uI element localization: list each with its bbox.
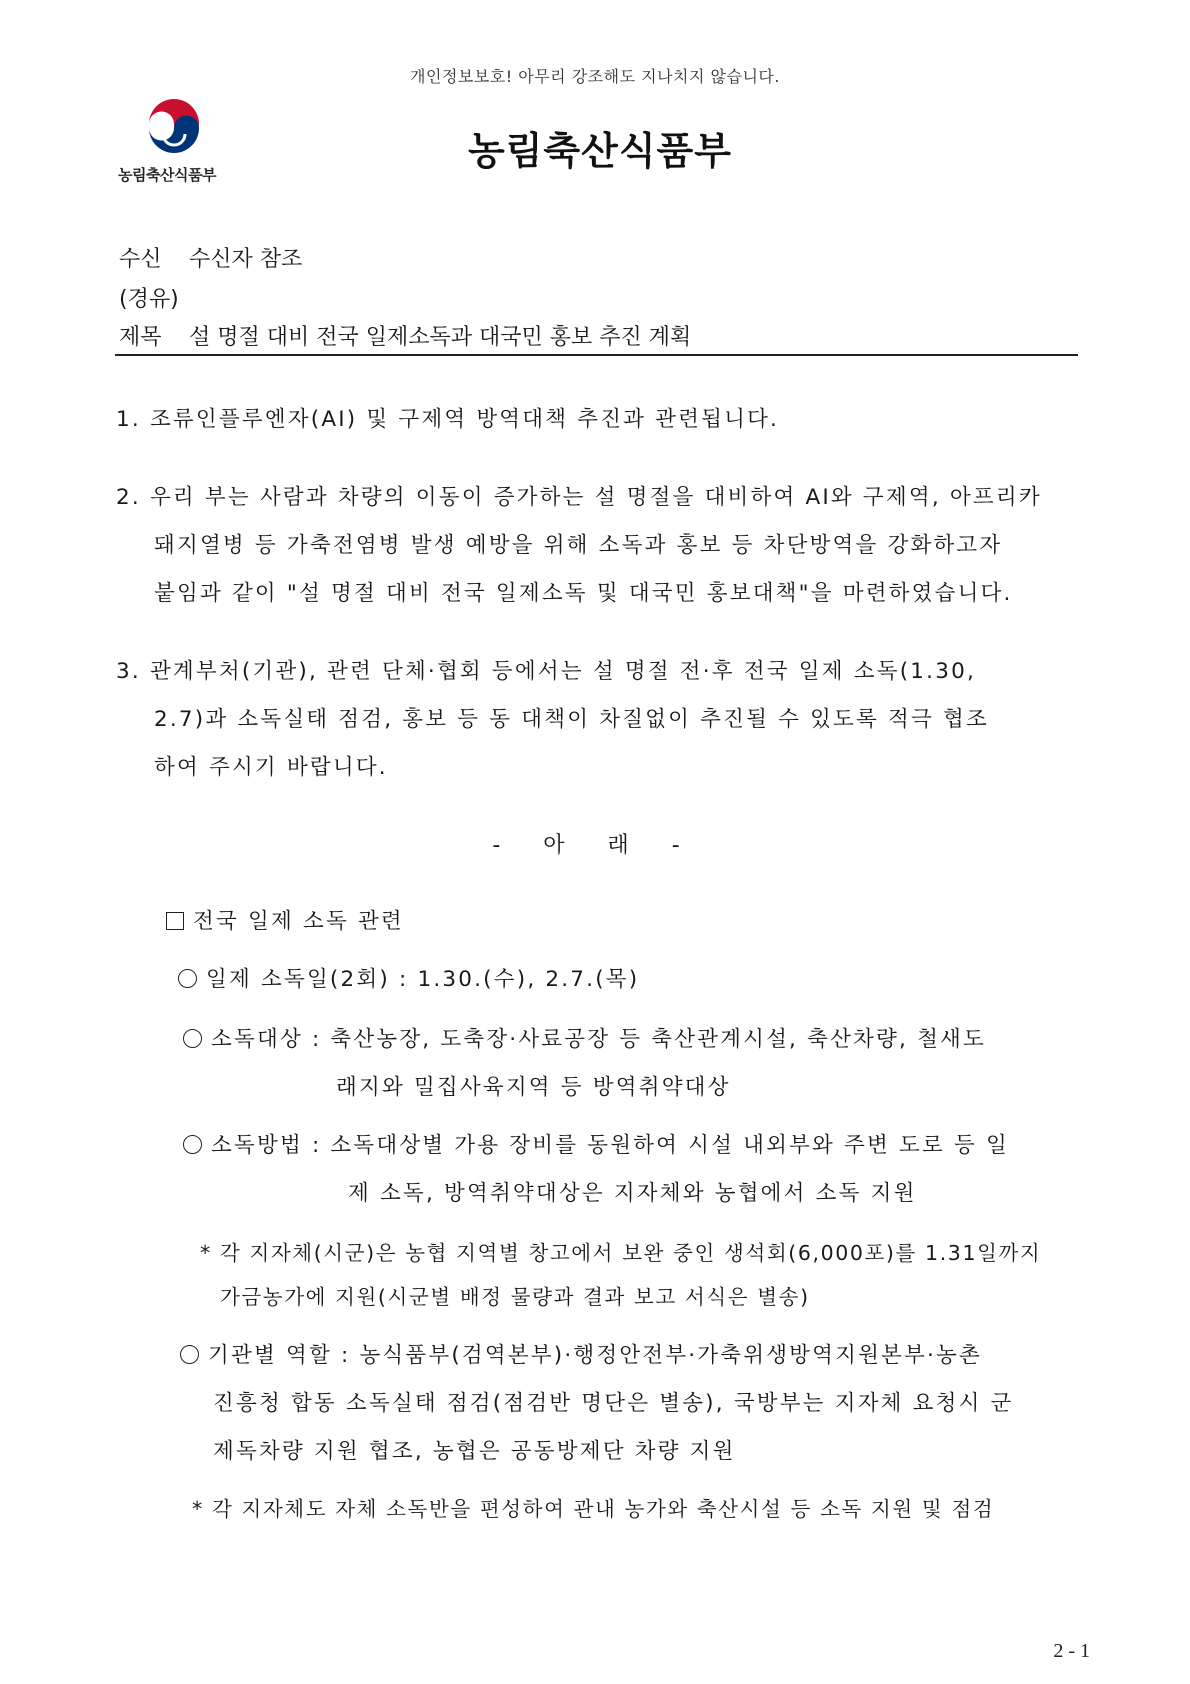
recipient-label: 수신 xyxy=(119,247,162,272)
item-2-line-2: 래지와 밀집사육지역 등 방역취약대상 xyxy=(336,1075,731,1100)
item-4-row xyxy=(180,1338,982,1369)
section-heading: 전국 일제 소독 관련 xyxy=(193,909,404,934)
via-label: (경유) xyxy=(119,287,179,312)
paragraph-3-line-2: 2.7)과 소독실태 점검, 홍보 등 동 대책이 차질없이 추진될 수 있도록 적극 협조 xyxy=(154,707,989,732)
note-1-line-2: 가금농가에 지원(시군별 배정 물량과 결과 보고 서식은 별송) xyxy=(220,1285,810,1309)
organization-title: 농림축산식품부 xyxy=(468,129,732,173)
circle-bullet-icon xyxy=(178,969,197,988)
item-3-line-1: 소독방법 : 소독대상별 가용 장비를 동원하여 시설 내외부와 주변 도로 등 일 xyxy=(211,1133,1009,1158)
item-2-row xyxy=(183,1022,986,1053)
paragraph-1: 1. 조류인플루엔자(AI) 및 구제역 방역대책 추진과 관련됩니다. xyxy=(116,407,780,432)
paragraph-3-line-3: 하여 주시기 바랍니다. xyxy=(154,755,388,780)
note-1-line-1: * 각 지자체(시군)은 농협 지역별 창고에서 보완 중인 생석회(6,000포)를 1.31일까지 xyxy=(200,1241,1042,1265)
page-number: 2 - 1 xyxy=(1053,1640,1090,1662)
item-1: 일제 소독일(2회) : 1.30.(수), 2.7.(목) xyxy=(206,967,640,992)
paragraph-2-line-3: 붙임과 같이 "설 명절 대비 전국 일제소독 및 대국민 홍보대책"을 마련하였습니다. xyxy=(154,581,1013,606)
item-4-line-3: 제독차량 지원 협조, 농협은 공동방제단 차량 지원 xyxy=(213,1439,736,1464)
item-2-line-1: 소독대상 : 축산농장, 도축장·사료공장 등 축산관계시설, 축산차량, 철새도 xyxy=(211,1027,986,1052)
recipient-row xyxy=(119,242,302,273)
subject-row xyxy=(119,320,691,351)
below-heading: - 아 래 - xyxy=(492,833,698,858)
item-4-line-2: 진흥청 합동 소독실태 점검(점검반 명단은 별송), 국방부는 지자체 요청시 군 xyxy=(213,1391,1014,1416)
item-1-row xyxy=(178,962,639,993)
subject-label: 제목 xyxy=(119,325,162,350)
privacy-notice: 개인정보보호! 아무리 강조해도 지나치지 않습니다. xyxy=(410,67,780,86)
circle-bullet-icon xyxy=(183,1029,202,1048)
paragraph-2-line-2: 돼지열병 등 가축전염병 발생 예방을 위해 소독과 홍보 등 차단방역을 강화하고자 xyxy=(154,533,1003,558)
subject-value: 설 명절 대비 전국 일제소독과 대국민 홍보 추진 계획 xyxy=(189,325,692,350)
circle-bullet-icon xyxy=(180,1345,199,1364)
recipient-value: 수신자 참조 xyxy=(189,247,303,272)
paragraph-3-line-1: 3. 관계부처(기관), 관련 단체·협회 등에서는 설 명절 전·후 전국 일제 소독(1.30, xyxy=(116,659,976,684)
header-divider xyxy=(115,354,1078,356)
item-3-line-2: 제 소독, 방역취약대상은 지자체와 농협에서 소독 지원 xyxy=(348,1181,917,1206)
logo-text: 농림축산식품부 xyxy=(118,166,216,184)
section-heading-row xyxy=(166,904,404,935)
note-2: * 각 지자체도 자체 소독반을 편성하여 관내 농가와 축산시설 등 소독 지원 및 점검 xyxy=(192,1497,995,1521)
square-bullet-icon xyxy=(166,912,184,930)
item-4-line-1: 기관별 역할 : 농식품부(검역본부)·행정안전부·가축위생방역지원본부·농촌 xyxy=(208,1343,982,1368)
item-3-row xyxy=(183,1128,1009,1159)
circle-bullet-icon xyxy=(183,1135,202,1154)
paragraph-2-line-1: 2. 우리 부는 사람과 차량의 이동이 증가하는 설 명절을 대비하여 AI와 구제역, 아프리카 xyxy=(116,485,1042,510)
